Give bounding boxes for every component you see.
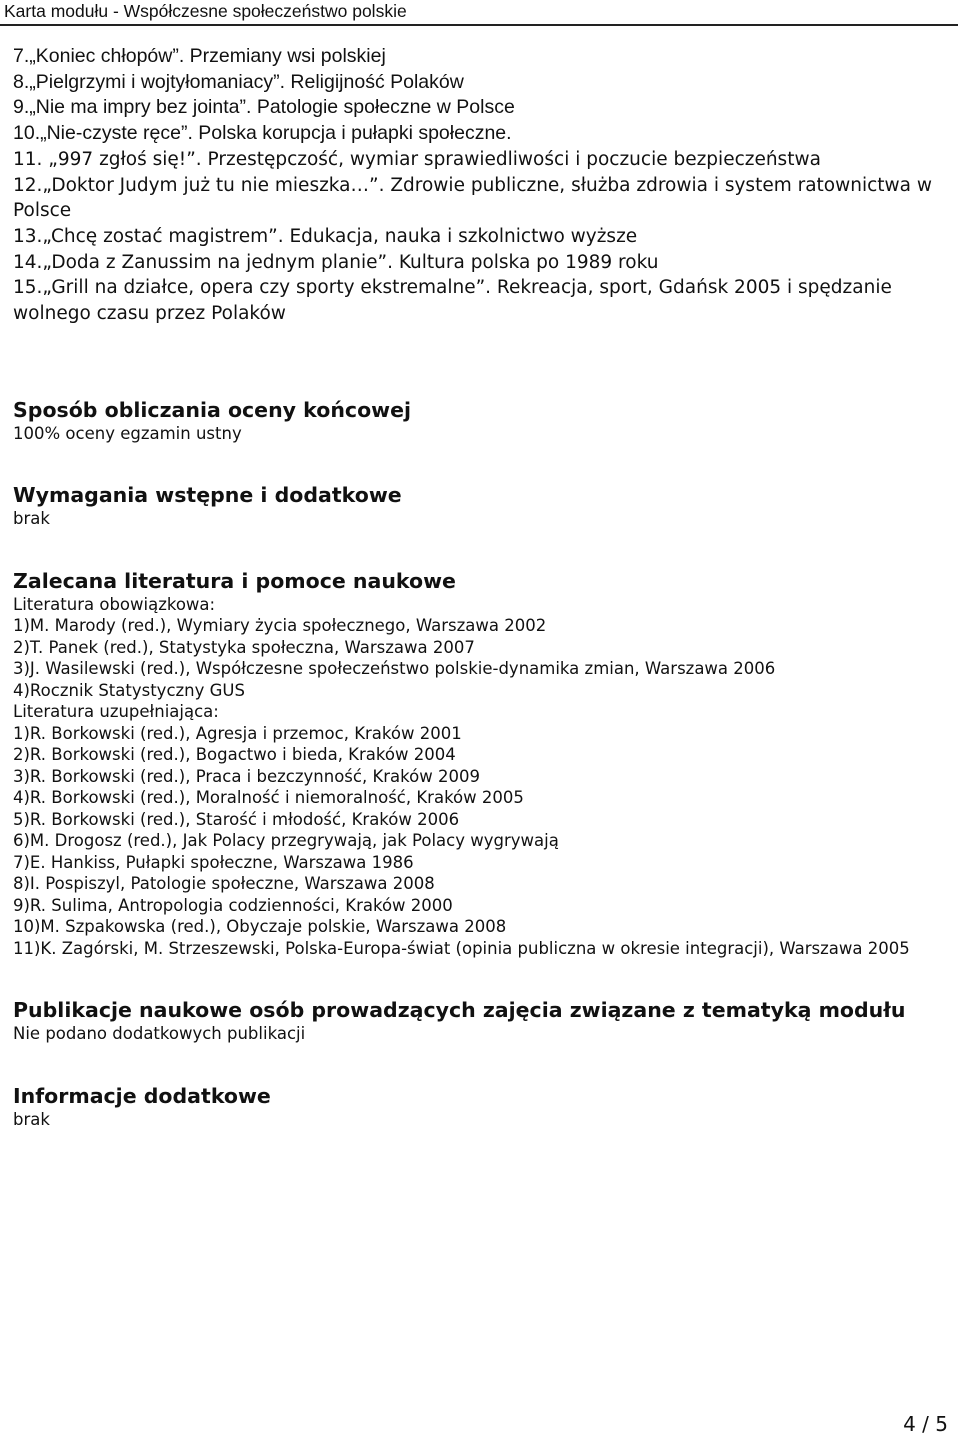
literature-line: 9)R. Sulima, Antropologia codzienności, Kraków 2000 <box>13 895 453 915</box>
additional-info-section <box>13 1083 948 1131</box>
topic-item: 14.„Doda z Zanussim na jednym planie”. Kultura polska po 1989 roku <box>13 251 659 273</box>
literature-section <box>13 568 948 960</box>
publications-section <box>13 997 948 1045</box>
module-card-content <box>13 44 948 1131</box>
requirements-section <box>13 482 948 530</box>
page-number: 4 / 5 <box>903 1412 948 1436</box>
literature-line: 11)K. Zagórski, M. Strzeszewski, Polska-Europa-świat (opinia publiczna w okresie integracji), Warszawa 2005 <box>13 938 910 958</box>
publications-heading: Publikacje naukowe osób prowadzących zajęcia związane z tematyką modułu <box>13 998 906 1023</box>
literature-line: 5)R. Borkowski (red.), Starość i młodość, Kraków 2006 <box>13 809 460 829</box>
additional-info-heading: Informacje dodatkowe <box>13 1084 271 1109</box>
literature-line: 4)R. Borkowski (red.), Moralność i niemoralność, Kraków 2005 <box>13 788 524 808</box>
literature-line: Literatura uzupełniająca: <box>13 702 219 722</box>
literature-line: 7)E. Hankiss, Pułapki społeczne, Warszawa 1986 <box>13 852 414 872</box>
literature-line: 1)M. Marody (red.), Wymiary życia społecznego, Warszawa 2002 <box>13 616 547 636</box>
topic-item: 9.„Nie ma impry bez jointa”. Patologie społeczne w Polsce <box>13 96 515 119</box>
publications-text: Nie podano dodatkowych publikacji <box>13 1024 306 1044</box>
topic-item: 7.„Koniec chłopów”. Przemiany wsi polskiej <box>13 45 386 67</box>
topic-item: 12.„Doktor Judym już tu nie mieszka…”. Zdrowie publiczne, służba zdrowia i system ratownictwa w Polsce <box>13 174 933 222</box>
document-title: Karta modułu - Współczesne społeczeństwo polskie <box>4 1 407 21</box>
grading-text: 100% oceny egzamin ustny <box>13 423 242 443</box>
literature-line: 2)R. Borkowski (red.), Bogactwo i bieda, Kraków 2004 <box>13 745 456 765</box>
page-header <box>0 0 958 26</box>
grading-section <box>13 397 948 445</box>
topic-item: 11. „997 zgłoś się!”. Przestępczość, wymiar sprawiedliwości i poczucie bezpieczeństwa <box>13 148 821 170</box>
literature-line: 4)Rocznik Statystyczny GUS <box>13 680 245 700</box>
topic-item: 8.„Pielgrzymi i wojtyłomaniacy”. Religijność Polaków <box>13 70 464 93</box>
grading-heading: Sposób obliczania oceny końcowej <box>13 397 412 422</box>
requirements-heading: Wymagania wstępne i dodatkowe <box>13 483 402 508</box>
literature-line: 1)R. Borkowski (red.), Agresja i przemoc, Kraków 2001 <box>13 723 462 743</box>
topic-item: 10.„Nie-czyste ręce”. Polska korupcja i pułapki społeczne. <box>13 122 512 145</box>
literature-line: 10)M. Szpakowska (red.), Obyczaje polskie, Warszawa 2008 <box>13 917 507 937</box>
literature-line: 3)J. Wasilewski (red.), Współczesne społeczeństwo polskie-dynamika zmian, Warszawa 2006 <box>13 659 776 679</box>
topic-list <box>13 44 948 327</box>
requirements-text: brak <box>13 509 50 529</box>
literature-line: 3)R. Borkowski (red.), Praca i bezczynność, Kraków 2009 <box>13 766 480 786</box>
literature-heading: Zalecana literatura i pomoce naukowe <box>13 568 456 593</box>
topic-item: 15.„Grill na działce, opera czy sporty ekstremalne”. Rekreacja, sport, Gdańsk 2005 i spędzanie wolnego czasu przez Polaków <box>13 277 892 325</box>
literature-line: 6)M. Drogosz (red.), Jak Polacy przegrywają, jak Polacy wygrywają <box>13 831 559 851</box>
literature-line: 8)I. Pospiszyl, Patologie społeczne, Warszawa 2008 <box>13 874 435 894</box>
literature-line: Literatura obowiązkowa: <box>13 594 216 614</box>
literature-line: 2)T. Panek (red.), Statystyka społeczna, Warszawa 2007 <box>13 637 475 657</box>
topic-item: 13.„Chcę zostać magistrem”. Edukacja, nauka i szkolnictwo wyższe <box>13 225 638 247</box>
additional-info-text: brak <box>13 1110 50 1130</box>
